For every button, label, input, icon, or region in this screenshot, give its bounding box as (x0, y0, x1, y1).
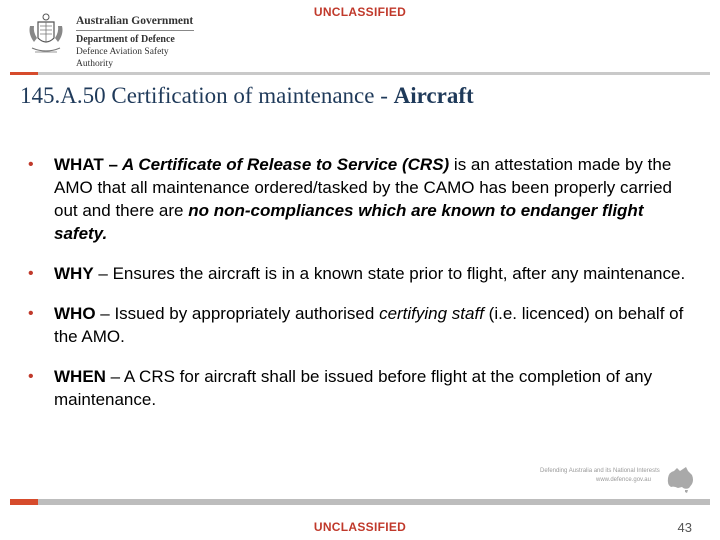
footer-url-text: www.defence.gov.au (596, 477, 651, 483)
classification-top: UNCLASSIFIED (313, 5, 407, 19)
bullet-icon: • (28, 156, 34, 173)
footer-rule (10, 499, 710, 505)
bullet-label: WHO (54, 304, 96, 323)
bullet-text: A Certificate of Release to Service (CRS) (117, 155, 450, 174)
coat-of-arms-icon (26, 12, 66, 58)
bullet-text: – Issued by appropriately authorised (95, 304, 380, 323)
government-logo (26, 12, 196, 69)
bullet-text: – Ensures the aircraft is in a known state prior to flight, after any maintenance. (93, 264, 686, 283)
bullet-icon: • (28, 368, 34, 385)
slide-title (20, 83, 474, 109)
bullet-list (28, 153, 700, 428)
bullet-who (28, 302, 700, 348)
title-emphasis: Aircraft (393, 83, 474, 108)
logo-authority-text: Defence Aviation Safety Authority (76, 47, 169, 69)
bullet-icon: • (28, 265, 34, 282)
bullet-why (28, 262, 700, 285)
header-rule-accent (10, 72, 38, 75)
bullet-icon: • (28, 305, 34, 322)
logo-government-text: Australian Government (76, 15, 194, 27)
bullet-label: WHEN (54, 367, 106, 386)
page-number: 43 (677, 520, 692, 535)
title-prefix: 145.A.50 Certification of maintenance - (20, 83, 394, 108)
classification-bottom: UNCLASSIFIED (313, 520, 407, 534)
footer-tagline-text: Defending Australia and its National Interests (540, 468, 660, 474)
australia-map-icon (665, 466, 695, 494)
bullet-label: WHY (54, 264, 94, 283)
bullet-what (28, 153, 700, 245)
bullet-text: is an attestation made by the AMO that all maintenance ordered/tasked by the CAMO has been properly carried out and there are (54, 155, 672, 220)
bullet-text: – A CRS for aircraft shall be issued before flight at the completion of any maintenance. (54, 367, 653, 409)
bullet-text: (i.e. licenced) on behalf of the AMO. (54, 304, 684, 346)
logo-divider (76, 30, 194, 31)
bullet-text: no non-compliances which are known to endanger flight safety. (54, 201, 644, 243)
logo-department-text: Department of Defence (76, 34, 175, 45)
footer-rule-accent (10, 499, 38, 505)
bullet-when (28, 365, 700, 411)
bullet-label: WHAT – (54, 155, 118, 174)
header-rule (10, 72, 710, 75)
bullet-text: certifying staff (379, 304, 484, 323)
